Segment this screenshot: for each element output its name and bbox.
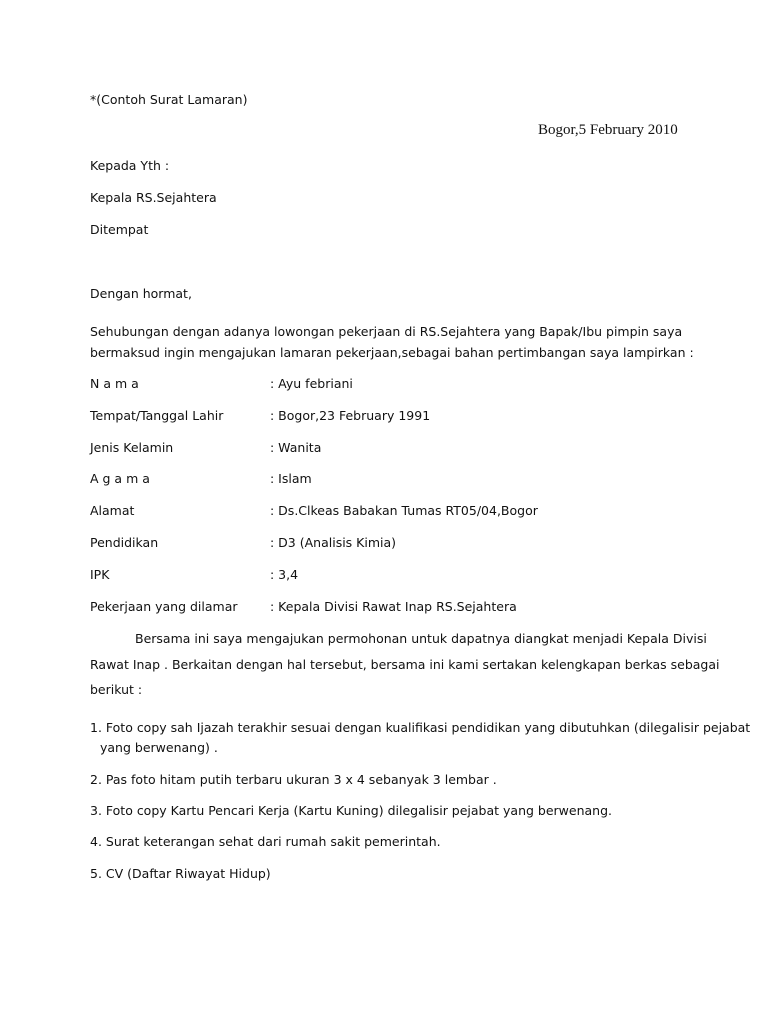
- data-label-education: Pendidikan: [90, 535, 159, 550]
- body-line-1: Bersama ini saya mengajukan permohonan untuk dapatnya diangkat menjadi Kepala Divisi: [135, 631, 707, 646]
- data-value-gender: : Wanita: [270, 440, 322, 455]
- list-item-continuation: yang berwenang) .: [100, 740, 218, 755]
- list-item: 3. Foto copy Kartu Pencari Kerja (Kartu Kuning) dilegalisir pejabat yang berwenang.: [90, 803, 613, 818]
- salutation: Dengan hormat,: [90, 286, 192, 301]
- data-value-address: : Ds.Clkeas Babakan Tumas RT05/04,Bogor: [270, 503, 538, 518]
- data-value-birth: : Bogor,23 February 1991: [270, 408, 431, 423]
- data-label-religion: A g a m a: [90, 471, 150, 486]
- list-item: 2. Pas foto hitam putih terbaru ukuran 3 x 4 sebanyak 3 lembar .: [90, 772, 497, 787]
- data-label-gender: Jenis Kelamin: [90, 440, 174, 455]
- data-label-address: Alamat: [90, 503, 135, 518]
- data-label-gpa: IPK: [90, 567, 110, 582]
- list-item: 4. Surat keterangan sehat dari rumah sakit pemerintah.: [90, 834, 441, 849]
- data-value-education: : D3 (Analisis Kimia): [270, 535, 397, 550]
- recipient-greeting: Kepada Yth :: [90, 158, 170, 173]
- list-item: 1. Foto copy sah Ijazah terakhir sesuai dengan kualifikasi pendidikan yang dibutuhkan (dilegalisir pejabat: [90, 720, 751, 735]
- data-value-religion: : Islam: [270, 471, 312, 486]
- place-date: Bogor,5 February 2010: [538, 122, 678, 138]
- data-label-birth: Tempat/Tanggal Lahir: [90, 408, 224, 423]
- intro-line-1: Sehubungan dengan adanya lowongan pekerjaan di RS.Sejahtera yang Bapak/Ibu pimpin saya: [90, 324, 683, 339]
- data-label-name: N a m a: [90, 376, 139, 391]
- intro-line-2: bermaksud ingin mengajukan lamaran pekerjaan,sebagai bahan pertimbangan saya lampirkan :: [90, 345, 694, 360]
- recipient-title: Kepala RS.Sejahtera: [90, 190, 217, 205]
- list-item: 5. CV (Daftar Riwayat Hidup): [90, 866, 271, 881]
- data-label-position: Pekerjaan yang dilamar: [90, 599, 238, 614]
- example-note: *(Contoh Surat Lamaran): [90, 92, 248, 107]
- data-value-position: : Kepala Divisi Rawat Inap RS.Sejahtera: [270, 599, 517, 614]
- body-line-2: Rawat Inap . Berkaitan dengan hal tersebut, bersama ini kami sertakan kelengkapan berkas sebagai: [90, 657, 720, 672]
- data-value-name: : Ayu febriani: [270, 376, 353, 391]
- body-line-3: berikut :: [90, 682, 143, 697]
- data-value-gpa: : 3,4: [270, 567, 299, 582]
- recipient-location: Ditempat: [90, 222, 149, 237]
